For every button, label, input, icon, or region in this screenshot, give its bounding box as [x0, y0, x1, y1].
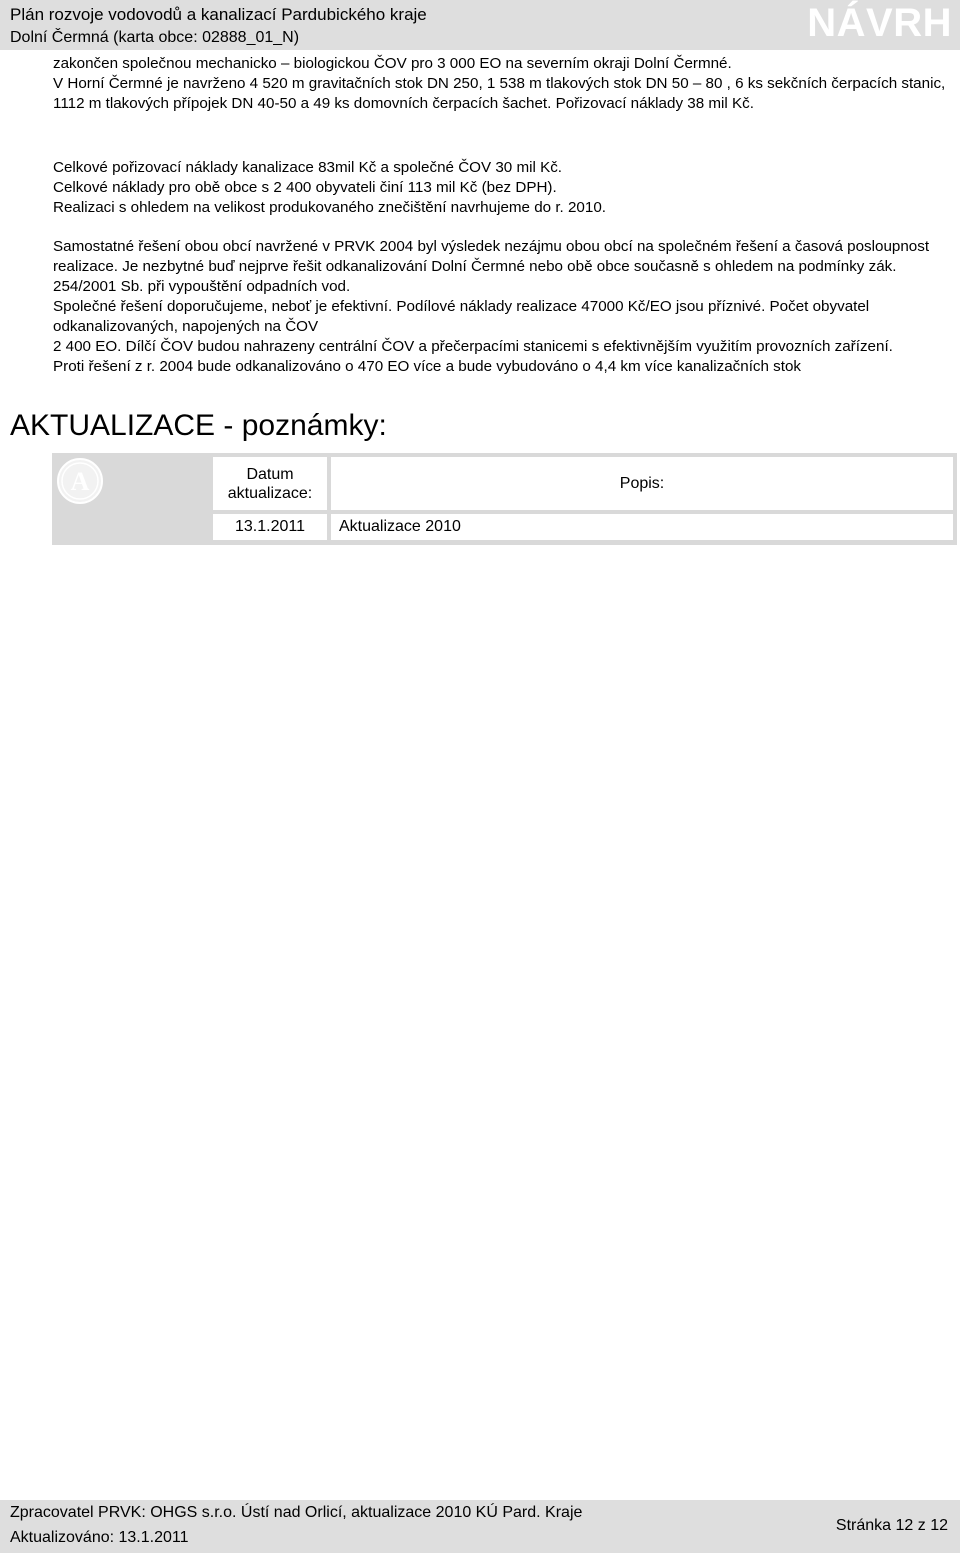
text-line: 2 400 EO. Dílčí ČOV budou nahrazeny centrální ČOV a přečerpacími stanicemi s efektivnějším využitím provozních zařízení.: [53, 338, 893, 355]
text-line: Proti řešení z r. 2004 bude odkanalizováno o 470 EO více a bude vybudováno o 4,4 km více kanalizačních stok: [53, 358, 802, 375]
text-line: Samostatné řešení obou obcí navržené v PRVK 2004 byl výsledek nezájmu obou obcí na společném řešení a časová posloupnost realizace. Je nezbytné buď nejprve řešit odkanalizování Dolní Čermné nebo obě obce současně s ohledem na podmínky zák. 254/2001 Sb. při vypouštění odpadních vod.: [53, 238, 930, 295]
updates-table: [52, 453, 957, 545]
page-header: [0, 0, 960, 50]
page-footer: [0, 1500, 960, 1553]
text-line: Společné řešení doporučujeme, neboť je efektivní. Podílové náklady realizace 47000 Kč/EO jsou příznivé. Počet obyvatel odkanalizovaných, napojených na ČOV: [53, 298, 870, 335]
status-label: NÁVRH: [807, 1, 952, 45]
updates-heading: AKTUALIZACE - poznámky:: [10, 409, 387, 442]
page-number: Stránka 12 z 12: [835, 1517, 948, 1534]
text-line: zakončen společnou mechanicko – biologickou ČOV pro 3 000 EO na severním okraji Dolní Čermné.: [53, 55, 732, 72]
paragraph-1: [53, 54, 948, 114]
column-header-date: Datum aktualizace:: [213, 457, 327, 510]
text-line: V Horní Čermné je navrženo 4 520 m gravitačních stok DN 250, 1 538 m tlakových stok DN 50 – 80 , 6 ks sekčních čerpacích stanic, 1112 m tlakových přípojek DN 40-50 a 49 ks domovních čerpacích šachet. Pořizovací náklady 38 mil Kč.: [53, 75, 946, 112]
paragraph-2: [53, 158, 948, 218]
header-subtitle: Dolní Čermná (karta obce: 02888_01_N): [10, 29, 300, 46]
footer-updated: Aktualizováno: 13.1.2011: [10, 1529, 189, 1546]
table-cell-description: Aktualizace 2010: [331, 514, 953, 540]
text-line: Celkové pořizovací náklady kanalizace 83mil Kč a společné ČOV 30 mil Kč.: [53, 159, 563, 176]
update-logo-icon: [56, 457, 104, 505]
text-line: Realizaci s ohledem na velikost produkovaného znečištění navrhujeme do r. 2010.: [53, 199, 606, 216]
text-line: Celkové náklady pro obě obce s 2 400 obyvateli činí 113 mil Kč (bez DPH).: [53, 179, 557, 196]
header-title: Plán rozvoje vodovodů a kanalizací Pardubického kraje: [10, 5, 427, 24]
paragraph-3: [53, 237, 948, 377]
table-cell-date: 13.1.2011: [213, 514, 327, 540]
footer-author: Zpracovatel PRVK: OHGS s.r.o. Ústí nad Orlicí, aktualizace 2010 KÚ Pard. Kraje: [10, 1504, 583, 1521]
logo-letter: A: [70, 467, 90, 496]
column-header-description: Popis:: [331, 457, 953, 510]
